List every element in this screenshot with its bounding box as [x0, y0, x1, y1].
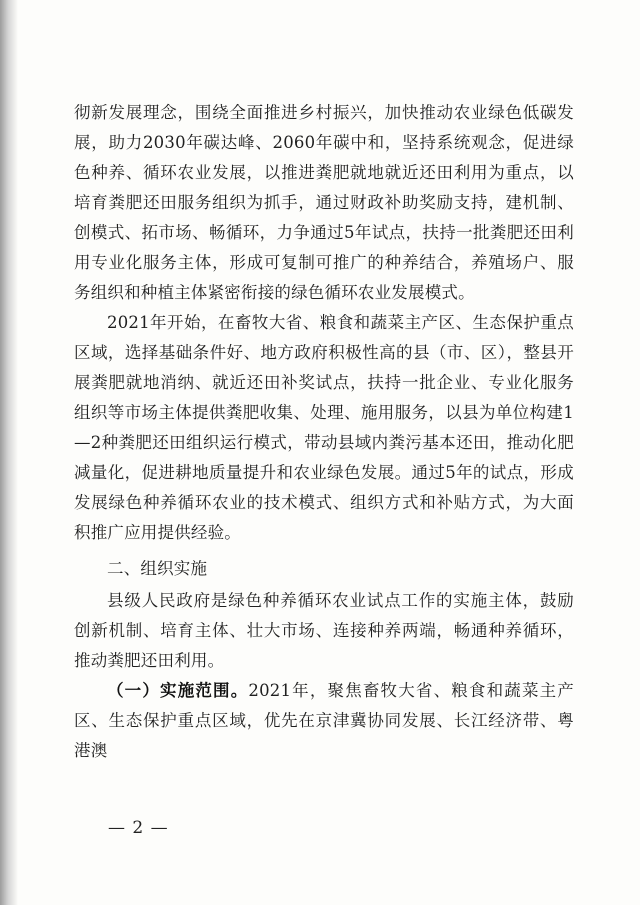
subsection-paragraph	[74, 676, 574, 766]
body-paragraph: 彻新发展理念，围绕全面推进乡村振兴，加快推动农业绿色低碳发展，助力2030年碳达峰、2060年碳中和，坚持系统观念，促进绿色种养、循环农业发展，以推进粪肥就地就近还田利用为重点，以培育粪肥还田服务组织为抓手，通过财政补助奖励支持，建机制、创模式、拓市场、畅循环，力争通过5年试点，扶持一批粪肥还田利用专业化服务主体，形成可复制可推广的种养结合，养殖场户、服务组织和种植主体紧密衔接的绿色循环农业发展模式。	[74, 103, 574, 302]
scan-edge-shadow	[0, 0, 18, 905]
page-number: — 2 —	[108, 818, 169, 838]
document-body	[74, 98, 574, 766]
subsection-text: 2021年，聚焦畜牧大省、粮食和蔬菜主产区、生态保护重点区域，优先在京津冀协同发展、长江经济带、粤港澳	[74, 681, 574, 760]
section-paragraph: 县级人民政府是绿色种养循环农业试点工作的实施主体，鼓励创新机制、培育主体、壮大市场、连接种养两端，畅通种养循环，推动粪肥还田利用。	[74, 591, 574, 670]
section-heading: 二、组织实施	[107, 559, 208, 578]
body-paragraph: 2021年开始，在畜牧大省、粮食和蔬菜主产区、生态保护重点区域，选择基础条件好、地方政府积极性高的县（市、区），整县开展粪肥就地消纳、就近还田补奖试点，扶持一批企业、专业化服务组织等市场主体提供粪肥收集、处理、施用服务，以县为单位构建1—2种粪肥还田组织运行模式，带动县域内粪污基本还田，推动化肥减量化，促进耕地质量提升和农业绿色发展。通过5年的试点，形成发展绿色种养循环农业的技术模式、组织方式和补贴方式，为大面积推广应用提供经验。	[74, 313, 574, 542]
subsection-heading: （一）实施范围。	[107, 681, 249, 700]
